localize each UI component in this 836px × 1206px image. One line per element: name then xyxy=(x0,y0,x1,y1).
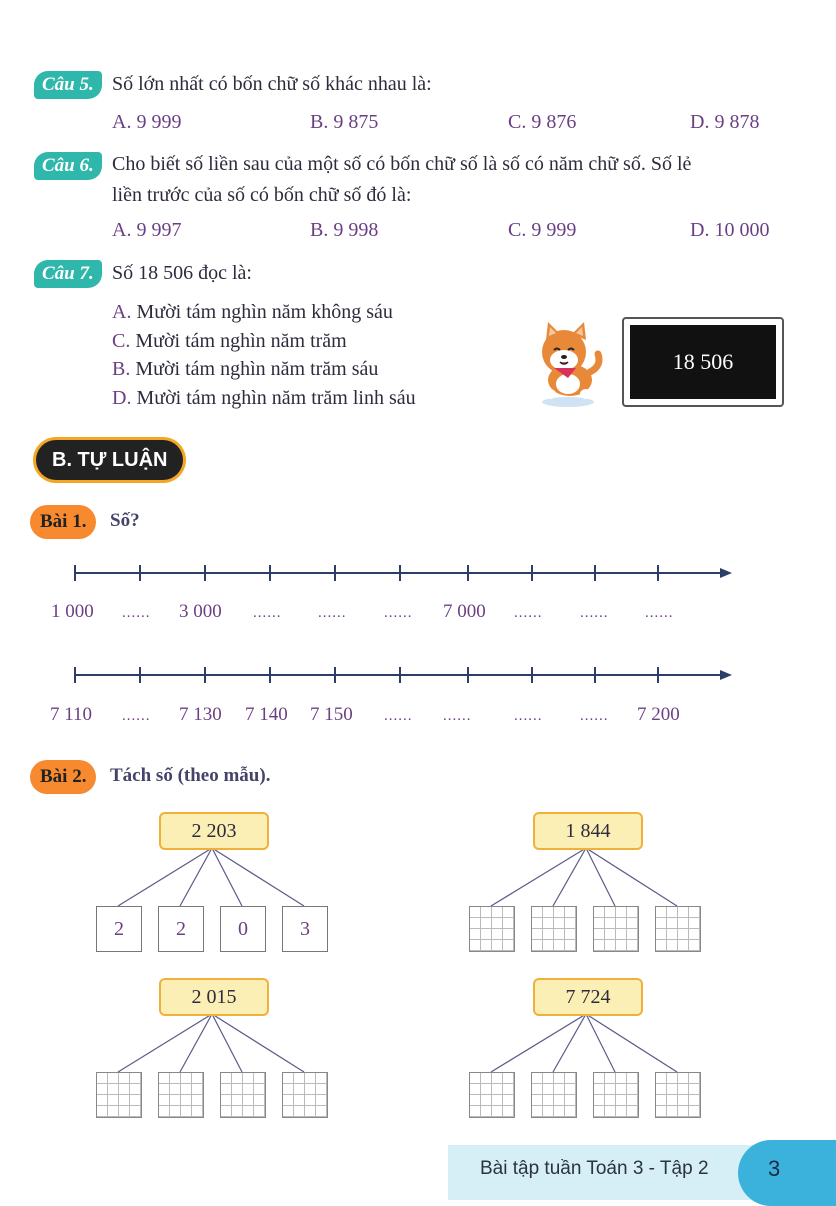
tree-3-digit-3[interactable] xyxy=(220,1072,266,1118)
number-board-value: 18 506 xyxy=(630,325,776,399)
question-6-line1: Cho biết số liền sau của một số có bốn chữ số là số có năm chữ số. Số lẻ xyxy=(112,153,692,175)
q5-option-d[interactable]: D. 9 878 xyxy=(690,111,760,133)
tree-2-digit-2[interactable] xyxy=(531,906,577,952)
q7-option-3-letter: B. xyxy=(112,358,131,380)
tree-3-digit-2[interactable] xyxy=(158,1072,204,1118)
q5-option-a[interactable]: A. 9 999 xyxy=(112,111,182,133)
line2-label-3: 7 130 xyxy=(179,704,222,725)
q6-option-a[interactable]: A. 9 997 xyxy=(112,219,182,241)
tree-1-digit-3[interactable]: 0 xyxy=(220,906,266,952)
line2-label-10: 7 200 xyxy=(637,704,680,725)
line2-blank-8[interactable]: ...... xyxy=(514,708,543,724)
q7-option-2-letter: C. xyxy=(112,330,131,352)
question-6-badge: Câu 6. xyxy=(34,152,102,180)
tree-3-digit-1[interactable] xyxy=(96,1072,142,1118)
page-number: 3 xyxy=(768,1156,781,1181)
line1-label-1: 1 000 xyxy=(51,601,94,622)
tree-4-number: 7 724 xyxy=(533,978,643,1016)
line2-blank-2[interactable]: ...... xyxy=(122,708,151,724)
question-7-badge: Câu 7. xyxy=(34,260,102,288)
line1-blank-5[interactable]: ...... xyxy=(318,605,347,621)
question-7-text: Số 18 506 đọc là: xyxy=(112,262,252,284)
exercise-2-title: Tách số (theo mẫu). xyxy=(110,765,271,786)
exercise-1-label: Bài 1. xyxy=(30,505,96,539)
line2-blank-9[interactable]: ...... xyxy=(580,708,609,724)
q7-option-2-text: Mười tám nghìn năm trăm xyxy=(135,330,347,352)
line2-label-1: 7 110 xyxy=(50,704,93,725)
q7-option-1-text: Mười tám nghìn năm không sáu xyxy=(136,301,393,323)
tree-3-digit-4[interactable] xyxy=(282,1072,328,1118)
page-number-bubble xyxy=(738,1140,836,1206)
line2-label-5: 7 150 xyxy=(310,704,353,725)
line2-blank-6[interactable]: ...... xyxy=(384,708,413,724)
tree-2-digit-3[interactable] xyxy=(593,906,639,952)
tree-3-number: 2 015 xyxy=(159,978,269,1016)
section-heading: B. TỰ LUẬN xyxy=(36,440,183,480)
tree-1-number: 2 203 xyxy=(159,812,269,850)
q6-option-c[interactable]: C. 9 999 xyxy=(508,219,577,241)
q7-option-1-letter: A. xyxy=(112,301,132,323)
line1-blank-8[interactable]: ...... xyxy=(514,605,543,621)
line1-label-3: 3 000 xyxy=(179,601,222,622)
exercise-1-title: Số? xyxy=(110,510,140,531)
q7-option-4-text: Mười tám nghìn năm trăm linh sáu xyxy=(136,387,416,409)
line1-blank-6[interactable]: ...... xyxy=(384,605,413,621)
line1-blank-4[interactable]: ...... xyxy=(253,605,282,621)
tree-2-digit-1[interactable] xyxy=(469,906,515,952)
q7-option-3-text: Mười tám nghìn năm trăm sáu xyxy=(135,358,379,380)
tree-4-digit-1[interactable] xyxy=(469,1072,515,1118)
q7-option-4-letter: D. xyxy=(112,387,132,409)
q5-option-c[interactable]: C. 9 876 xyxy=(508,111,577,133)
tree-1-digit-4[interactable]: 3 xyxy=(282,906,328,952)
question-6-line2: liền trước của số có bốn chữ số đó là: xyxy=(112,184,412,206)
line1-blank-10[interactable]: ...... xyxy=(645,605,674,621)
tree-4-digit-2[interactable] xyxy=(531,1072,577,1118)
tree-1-digit-1[interactable]: 2 xyxy=(96,906,142,952)
line1-label-7: 7 000 xyxy=(443,601,486,622)
q5-option-b[interactable]: B. 9 875 xyxy=(310,111,379,133)
tree-1-digit-2[interactable]: 2 xyxy=(158,906,204,952)
footer-title: Bài tập tuần Toán 3 - Tập 2 xyxy=(480,1158,709,1179)
line1-blank-2[interactable]: ...... xyxy=(122,605,151,621)
q6-option-d[interactable]: D. 10 000 xyxy=(690,219,770,241)
tree-2-number: 1 844 xyxy=(533,812,643,850)
line2-label-4: 7 140 xyxy=(245,704,288,725)
question-5-badge: Câu 5. xyxy=(34,71,102,99)
tree-4-digit-4[interactable] xyxy=(655,1072,701,1118)
tree-4-digit-3[interactable] xyxy=(593,1072,639,1118)
q6-option-b[interactable]: B. 9 998 xyxy=(310,219,379,241)
line1-blank-9[interactable]: ...... xyxy=(580,605,609,621)
question-5-text: Số lớn nhất có bốn chữ số khác nhau là: xyxy=(112,73,432,95)
tree-2-digit-4[interactable] xyxy=(655,906,701,952)
line2-blank-7[interactable]: ...... xyxy=(443,708,472,724)
exercise-2-label: Bài 2. xyxy=(30,760,96,794)
